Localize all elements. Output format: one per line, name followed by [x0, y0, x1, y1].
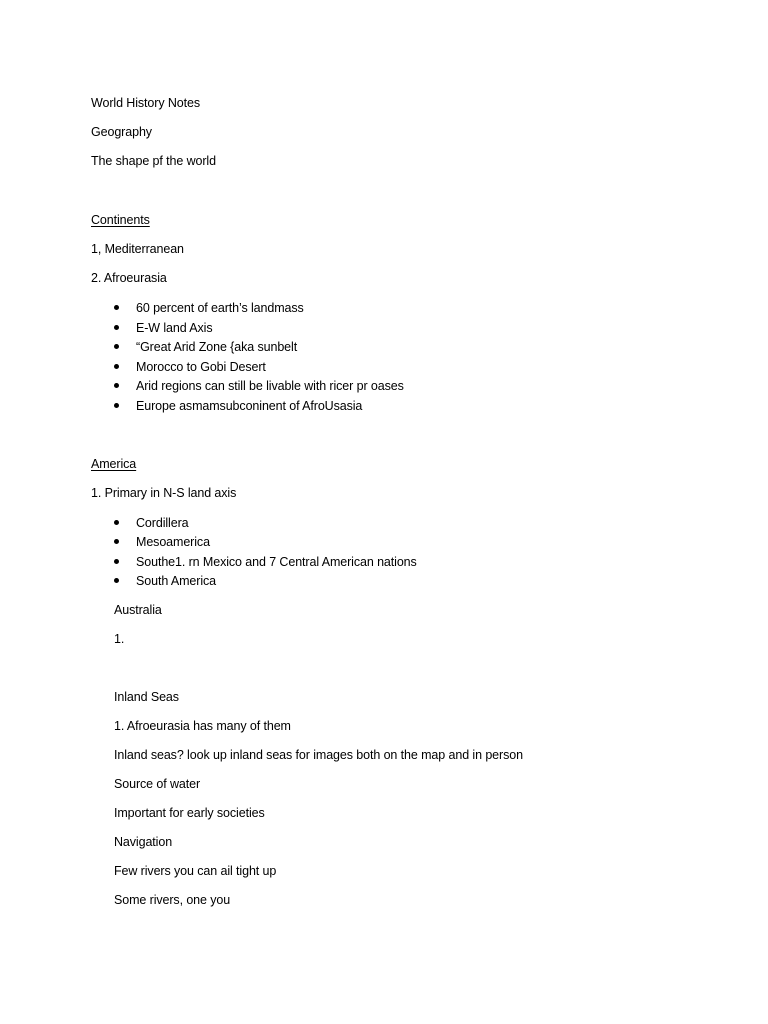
list-item: Morocco to Gobi Desert: [136, 360, 266, 374]
continents-item-2: 2. Afroeurasia: [91, 271, 167, 285]
bullet-dot: [114, 383, 119, 388]
doc-title: World History Notes: [91, 96, 201, 110]
list-item: 60 percent of earth’s landmass: [136, 301, 304, 315]
bullet-dot: [114, 325, 119, 330]
doc-subject: Geography: [91, 125, 152, 139]
inland-seas-line: 1. Afroeurasia has many of them: [114, 719, 291, 733]
bullet-dot: [114, 344, 119, 349]
bullet-dot: [114, 305, 119, 310]
bullet-dot: [114, 578, 119, 583]
bullet-dot: [114, 403, 119, 408]
bullet-dot: [114, 559, 119, 564]
doc-topic: The shape pf the world: [91, 154, 216, 168]
inland-seas-line: Important for early societies: [114, 806, 265, 820]
inland-seas-line: Inland seas? look up inland seas for images both on the map and in person: [114, 748, 523, 762]
bullet-dot: [114, 520, 119, 525]
bullet-dot: [114, 364, 119, 369]
inland-seas-line: Navigation: [114, 835, 173, 849]
list-item: Arid regions can still be livable with ricer pr oases: [136, 379, 404, 393]
inland-seas-line: Some rivers, one you: [114, 893, 231, 907]
list-item: “Great Arid Zone {aka sunbelt: [136, 340, 298, 354]
australia-heading: Australia: [114, 603, 162, 617]
continents-heading: Continents: [91, 213, 150, 227]
inland-seas-line: Few rivers you can ail tight up: [114, 864, 277, 878]
continents-item-1: 1, Mediterranean: [91, 242, 184, 256]
list-item: Mesoamerica: [136, 535, 210, 549]
america-item-1: 1. Primary in N-S land axis: [91, 486, 237, 500]
australia-item-1: 1.: [114, 632, 125, 646]
inland-seas-heading: Inland Seas: [114, 690, 179, 704]
list-item: Cordillera: [136, 516, 189, 530]
america-heading: America: [91, 457, 137, 471]
list-item: E-W land Axis: [136, 321, 213, 335]
bullet-dot: [114, 539, 119, 544]
list-item: Southe1. rn Mexico and 7 Central American nations: [136, 555, 417, 569]
inland-seas-line: Source of water: [114, 777, 201, 791]
list-item: South America: [136, 574, 216, 588]
list-item: Europe asmamsubconinent of AfroUsasia: [136, 399, 363, 413]
